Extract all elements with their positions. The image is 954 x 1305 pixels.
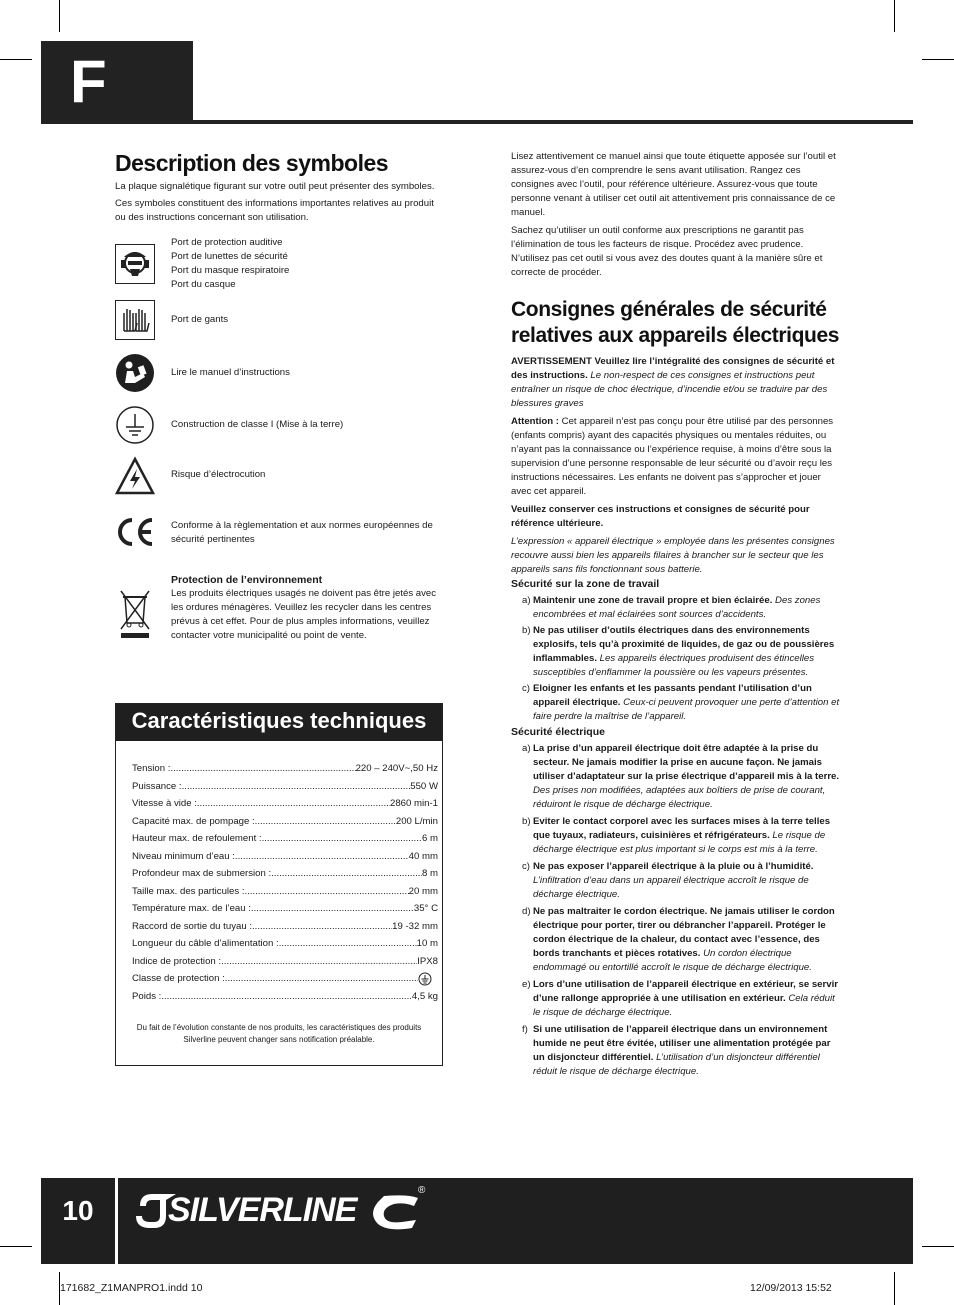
spec-value: 20 mm [408,885,438,897]
spec-label: Hauteur max. de refoulement : [132,833,262,844]
spec-value: 4,5 kg [411,990,438,1002]
symbol-label: Conforme à la règlementation et aux normes européennes de [171,520,433,531]
list-item: e) Lors d’une utilisation de l’appareil électrique en extérieur, se servir d’une rallonge appropriée à une utilisation en extérieur. Cela réduit le risque de décharge électrique. [522,979,838,1018]
spec-label: Puissance : [132,780,182,792]
crop-mark [894,0,895,32]
symbol-label: Risque d’électrocution [171,469,266,480]
spec-label: Tension : [132,763,171,774]
spec-label: Indice de protection : [132,955,222,967]
electric-safety-title: Sécurité électrique [511,726,605,738]
list-item: c) Ne pas exposer l’appareil électrique à la pluie ou à l’humidité. L’infiltration d’eau dans un appareil électrique accroît le risque de décharge électrique. [522,861,814,900]
environment-text: Les produits électriques usagés ne doivent pas être jetés avec les ordures ménagères. Veuillez les recycler dans les centres prévus à cet effet. Pour de plus amples informations, veuillez contacter votre municipalité ou point de vente. [171,588,437,641]
date-info: 12/09/2013 15:52 [750,1282,832,1294]
spec-value: 19 -32 mm [392,920,438,932]
spec-row [132,850,438,864]
silverline-logo [132,1188,432,1234]
crop-mark [0,59,32,60]
language-letter: F [70,48,107,115]
ppe-head-icon [115,244,155,284]
list-item: b) Eviter le contact corporel avec les surfaces mises à la terre telles que tuyaux, radiateurs, cuisinières et réfrigérateurs. Le risque de décharge électrique est plus important si le corps est mis à la terre. [522,816,831,855]
warning-paragraph [511,355,841,411]
spec-row [132,867,438,881]
list-item: f) Si une utilisation de l’appareil électrique dans un environnement humide ne peut être évitée, utiliser une alimentation protégée par un disjoncteur différentiel. L’utilisation d’un disjoncteur différentiel réduit le risque de décharge électrique. [522,1024,831,1077]
symbol-label: Lire le manuel d’instructions [171,367,290,378]
warning-bold: AVERTISSEMENT Veuillez lire l’intégralité des consignes de sécurité et des instructions. [511,356,835,381]
spec-value: 200 L/min [395,815,438,827]
spec-row [132,780,438,794]
earth-ground-icon [418,972,438,991]
symbol-label: Construction de classe I (Mise à la terre) [171,419,344,430]
symbol-label: Port de gants [171,314,229,325]
list-item: b) Ne pas utiliser d’outils électriques dans des environnements explosifs, tels qu’à proximité de liquides, de gaz ou de poussières inflammables. Les appareils électriques produisent des étincelles susceptibles d’enflammer la poussière ou les vapeurs présentes. [522,625,835,678]
specs-title: Caractéristiques techniques [131,708,427,733]
specs-note: Du fait de l’évolution constante de nos produits, les caractéristiques des produits Silverline peuvent changer sans notification préalable. [136,1023,422,1044]
symbols-title: Description des symboles [115,150,389,176]
spec-row [132,972,438,991]
spec-row [132,990,438,1004]
spec-row [132,797,438,811]
spec-value: 40 mm [408,850,438,862]
attention-paragraph [511,415,841,499]
spec-row [132,832,438,846]
specs-box [115,703,443,1066]
safety-title: Consignes générales de sécurité relatives aux appareils électriques [511,298,840,347]
ce-mark-icon [115,514,155,554]
spec-value: 35° C [413,903,438,914]
spec-value: 8 m [422,868,438,879]
earth-ground-icon [115,405,155,445]
crop-mark [922,1246,954,1247]
spec-value: IPX8 [417,955,438,967]
spec-label: Température max. de l’eau : [132,903,251,914]
symbol-label: Port du casque [171,279,236,290]
intro-paragraph: Sachez qu’utiliser un outil conforme aux prescriptions ne garantit pas l’élimination de tous les facteurs de risque. Procédez avec prudence. N’utilisez pas cet outil si vous avez des doutes quant à la manière sûre et correcte de procéder. [511,225,823,278]
crop-mark [922,59,954,60]
file-info: 171682_Z1MANPRO1.indd 10 [60,1282,203,1294]
list-item: a) La prise d’un appareil électrique doit être adaptée à la prise du secteur. Ne jamais modifier la prise en aucune façon. Ne jamais utiliser d’adaptateur sur la prise électrique d’appareil mis à la terre. Des prises non modifiées, adaptées aux boîtiers de prise de courant, réduiront le risque de décharge électrique. [522,743,840,810]
symbols-intro-1: La plaque signalétique figurant sur votre outil peut présenter des symboles. [115,181,435,192]
language-tab [41,41,193,123]
registered-mark: ® [418,1185,426,1196]
intro-paragraph: Lisez attentivement ce manuel ainsi que toute étiquette apposée sur l’outil et assurez-vous d’en comprendre le sens avant utilisation. Rangez ces consignes avec l’outil, pour référence ultérieure. Assurez-vous que toute personne venant à utiliser cet outil ait attentivement pris connaissance de ce manuel. [511,151,836,218]
symbol-label: Port de lunettes de sécurité [171,251,288,262]
spec-label: Niveau minimum d’eau : [132,850,235,862]
spec-row [132,937,438,951]
safety-column [511,150,841,1079]
crop-mark [59,0,60,32]
read-manual-icon [115,353,155,393]
warning-italic: Le non-respect de ces consignes et instructions peut entraîner un risque de choc électrique, d’incendie et/ou se traduire par des blessures graves [511,370,828,409]
attention-text: Cet appareil n’est pas conçu pour être utilisé par des personnes (enfants compris) ayant des capacités physiques ou mentales réduites, ou n’ayant pas la connaissance ou l’expérience requise, à moins d’être sous la supervision d’une personne responsable de leur sécurité ou d’avoir reçu les instructions nécessaires. Les enfants ne doivent pas s’approcher et jouer avec cet appareil. [511,416,834,497]
weee-bin-icon [115,587,155,643]
definition-paragraph: L’expression « appareil électrique » employée dans les présentes consignes recouvre aussi bien les appareils filaires à brancher sur le secteur que les appareils sans fils fonctionnant sous batterie. [511,536,835,575]
attention-label: Attention : [511,416,559,427]
spec-row [132,815,438,829]
spec-value: 550 W [410,780,438,792]
spec-label: Poids : [132,990,162,1002]
electrocution-warning-icon [115,456,155,496]
page-number: 10 [62,1195,94,1226]
symbol-label: Port de protection auditive [171,237,283,248]
symbol-label: sécurité pertinentes [171,534,255,545]
spec-label: Taille max. des particules : [132,885,245,897]
header-rule [41,120,913,124]
list-item: d) Ne pas maltraiter le cordon électrique. Ne jamais utiliser le cordon électrique pour porter, tirer ou débrancher l’appareil. Protéger le cordon électrique de la chaleur, du contact avec l’essence, des bords tranchants et pièces rotatives. Un cordon électrique endommagé ou entortillé accroît le risque de décharge électrique. [522,906,835,973]
spec-label: Vitesse à vide : [132,798,197,809]
spec-row [132,762,438,776]
work-area-title: Sécurité sur la zone de travail [511,578,660,590]
symbols-intro-2: Ces symboles constituent des informations importantes relatives au produit ou des instructions concernant son utilisation. [115,198,434,223]
list-item: c) Eloigner les enfants et les passants pendant l’utilisation d’un appareil électrique. Ceux-ci peuvent provoquer une perte d’attention et faire perdre la maîtrise de l’appareil. [522,683,840,722]
spec-row [132,955,438,969]
spec-label: Classe de protection : [132,973,225,984]
spec-row [132,902,438,916]
logo-text: SILVERLINE [168,1191,357,1229]
footer-divider [115,1178,118,1264]
symbol-label: Port du masque respiratoire [171,265,290,276]
list-item: a) Maintenir une zone de travail propre et bien éclairée. Des zones encombrées et mal éclairées sont sources d’accidents. [522,595,821,620]
keep-instructions: Veuillez conserver ces instructions et consignes de sécurité pour référence ultérieure. [511,504,810,529]
spec-row [132,920,438,934]
gloves-icon [115,300,155,340]
spec-label: Raccord de sortie du tuyau : [132,920,252,932]
spec-value: 10 m [416,938,438,949]
spec-label: Longueur du câble d’alimentation : [132,938,279,949]
crop-mark [0,1246,32,1247]
spec-value: 2860 min-1 [390,798,438,809]
environment-title: Protection de l’environnement [171,574,323,586]
spec-label: Capacité max. de pompage : [132,815,255,827]
spec-value: 220 – 240V~,50 Hz [355,763,438,774]
spec-label: Profondeur max de submersion : [132,868,272,879]
spec-row [132,885,438,899]
environment-block [115,573,445,653]
spec-value: 6 m [422,833,438,844]
crop-mark [894,1272,895,1305]
